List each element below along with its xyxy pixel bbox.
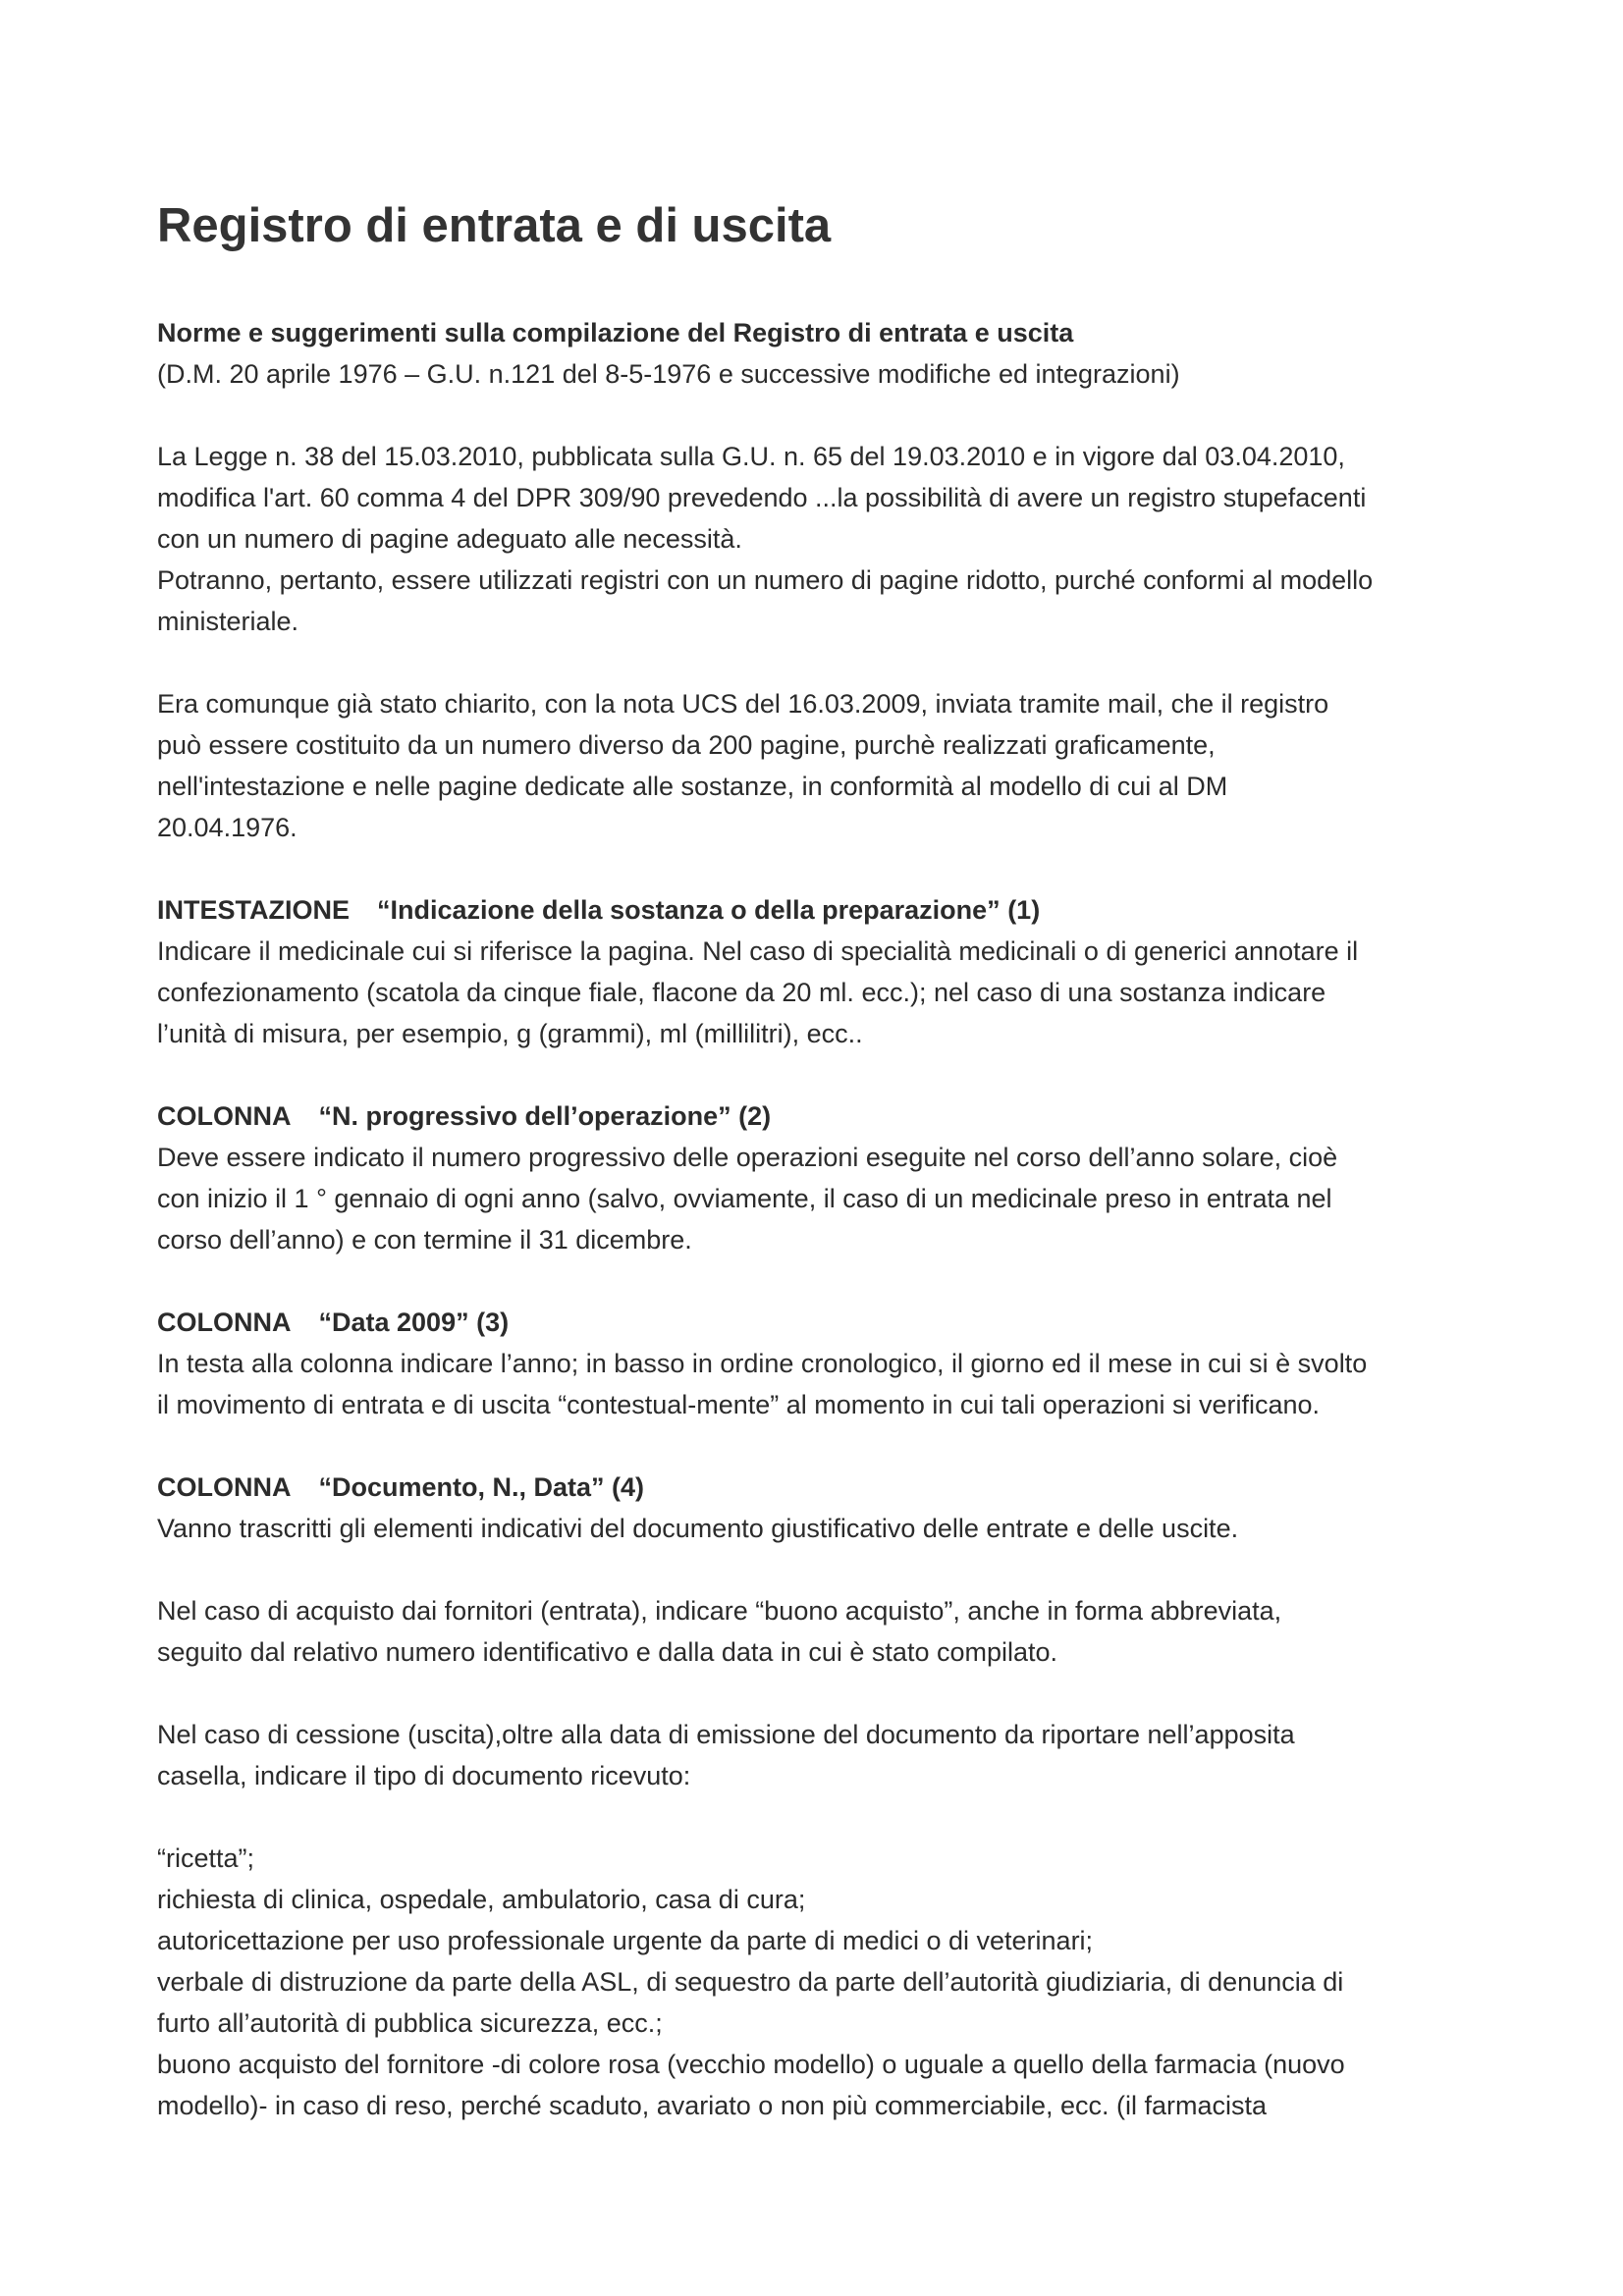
text-line: casella, indicare il tipo di documento ricevuto: xyxy=(157,1761,691,1790)
document-page xyxy=(157,192,1492,2126)
section-title: “Indicazione della sostanza o della preparazione” (1) xyxy=(377,895,1041,925)
subtitle: Norme e suggerimenti sulla compilazione del Registro di entrata e uscita xyxy=(157,318,1074,347)
intro-paragraph xyxy=(157,436,1492,642)
text-line: seguito dal relativo numero identificativo e dalla data in cui è stato compilato. xyxy=(157,1637,1058,1667)
text-line: il movimento di entrata e di uscita “contestual-mente” al momento in cui tali operazioni si verificano. xyxy=(157,1390,1321,1419)
text-line: modifica l'art. 60 comma 4 del DPR 309/90 prevedendo ...la possibilità di avere un registro stupefacenti xyxy=(157,483,1367,512)
text-line: In testa alla colonna indicare l’anno; in basso in ordine cronologico, il giorno ed il mese in cui si è svolto xyxy=(157,1349,1368,1378)
section-data xyxy=(157,1302,1492,1425)
legal-reference: (D.M. 20 aprile 1976 – G.U. n.121 del 8-5-1976 e successive modifiche ed integrazioni) xyxy=(157,359,1180,389)
section-heading xyxy=(157,1095,1492,1137)
text-line: confezionamento (scatola da cinque fiale, flacone da 20 ml. ecc.); nel caso di una sostanza indicare xyxy=(157,978,1326,1007)
text-line: corso dell’anno) e con termine il 31 dicembre. xyxy=(157,1225,692,1255)
text-line: può essere costituito da un numero diverso da 200 pagine, purchè realizzati graficamente, xyxy=(157,730,1216,760)
text-line: con inizio il 1 ° gennaio di ogni anno (salvo, ovviamente, il caso di un medicinale preso in entrata nel xyxy=(157,1184,1332,1213)
section-heading xyxy=(157,1302,1492,1343)
list-item: verbale di distruzione da parte della ASL, di sequestro da parte dell’autorità giudiziaria, di denuncia di xyxy=(157,1967,1344,1997)
text-line: Era comunque già stato chiarito, con la nota UCS del 16.03.2009, inviata tramite mail, che il registro xyxy=(157,689,1329,719)
section-heading xyxy=(157,889,1492,931)
section-progressivo xyxy=(157,1095,1492,1260)
document-types-list xyxy=(157,1838,1492,2126)
list-item: autoricettazione per uso professionale urgente da parte di medici o di veterinari; xyxy=(157,1926,1094,1955)
section-documento xyxy=(157,1467,1492,1549)
page-title: Registro di entrata e di uscita xyxy=(157,199,832,252)
list-item: buono acquisto del fornitore -di colore rosa (vecchio modello) o uguale a quello della farmacia (nuovo xyxy=(157,2050,1345,2079)
section-label: COLONNA xyxy=(157,1308,292,1337)
text-line: Indicare il medicinale cui si riferisce la pagina. Nel caso di specialità medicinali o di generici annotare il xyxy=(157,936,1359,966)
text-line: La Legge n. 38 del 15.03.2010, pubblicata sulla G.U. n. 65 del 19.03.2010 e in vigore dal 03.04.2010, xyxy=(157,442,1345,471)
text-line: 20.04.1976. xyxy=(157,813,298,842)
text-line: Vanno trascritti gli elementi indicativi del documento giustificativo delle entrate e delle uscite. xyxy=(157,1514,1239,1543)
text-line: Nel caso di acquisto dai fornitori (entrata), indicare “buono acquisto”, anche in forma abbreviata, xyxy=(157,1596,1282,1626)
section-intestazione xyxy=(157,889,1492,1054)
text-line: Nel caso di cessione (uscita),oltre alla data di emissione del documento da riportare nell’apposita xyxy=(157,1720,1295,1749)
section-label: INTESTAZIONE xyxy=(157,895,351,925)
section-title: “Data 2009” (3) xyxy=(318,1308,510,1337)
text-line: con un numero di pagine adeguato alle necessità. xyxy=(157,524,742,554)
purchase-paragraph xyxy=(157,1590,1492,1673)
text-line: Potranno, pertanto, essere utilizzati registri con un numero di pagine ridotto, purché conformi al modello xyxy=(157,565,1374,595)
section-title: “Documento, N., Data” (4) xyxy=(318,1472,645,1502)
section-label: COLONNA xyxy=(157,1472,292,1502)
section-label: COLONNA xyxy=(157,1101,292,1131)
ucs-paragraph xyxy=(157,683,1492,848)
text-line: nell'intestazione e nelle pagine dedicate alle sostanze, in conformità al modello di cui al DM xyxy=(157,772,1228,801)
cession-paragraph xyxy=(157,1714,1492,1796)
section-heading xyxy=(157,1467,1492,1508)
list-item: richiesta di clinica, ospedale, ambulatorio, casa di cura; xyxy=(157,1885,806,1914)
section-title: “N. progressivo dell’operazione” (2) xyxy=(318,1101,772,1131)
text-line: l’unità di misura, per esempio, g (grammi), ml (millilitri), ecc.. xyxy=(157,1019,863,1048)
list-item: furto all’autorità di pubblica sicurezza, ecc.; xyxy=(157,2008,663,2038)
list-item: modello)- in caso di reso, perché scaduto, avariato o non più commerciabile, ecc. (il farmacista xyxy=(157,2091,1268,2120)
text-line: ministeriale. xyxy=(157,607,299,636)
text-line: Deve essere indicato il numero progressivo delle operazioni eseguite nel corso dell’anno solare, cioè xyxy=(157,1143,1338,1172)
list-item: “ricetta”; xyxy=(157,1843,255,1873)
